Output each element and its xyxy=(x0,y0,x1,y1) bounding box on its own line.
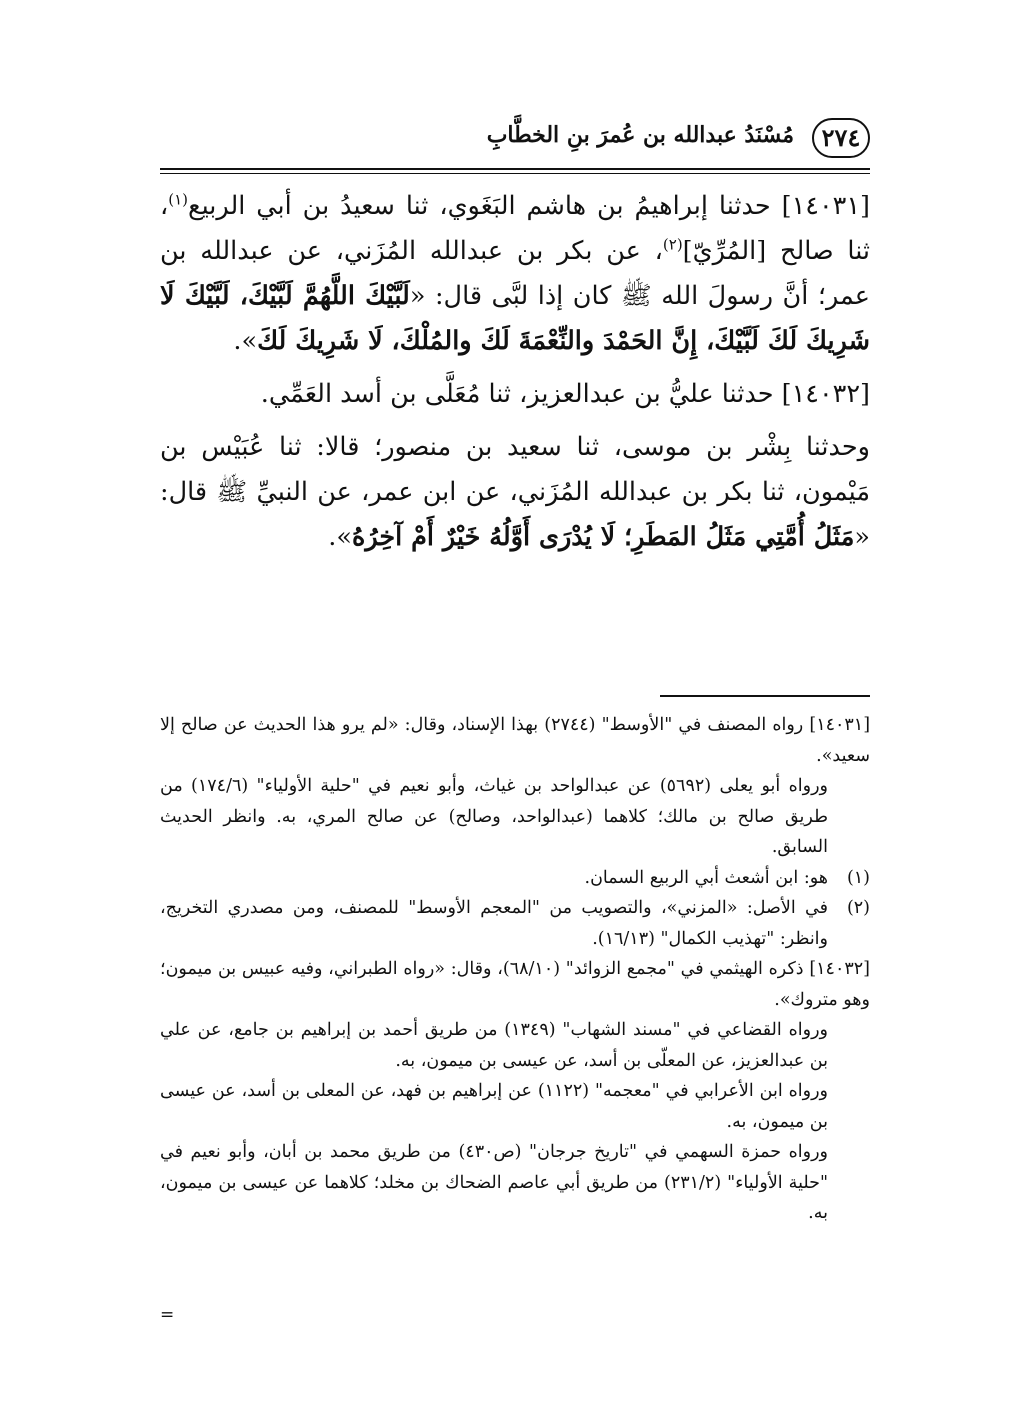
matn-end: ». xyxy=(233,326,258,356)
header-rule-thick xyxy=(160,168,870,170)
note-text: رواه المصنف في "الأوسط" (٢٧٤٤) بهذا الإسناد، وقال: «لم يرو هذا الحديث عن صالح إلا سعيد». xyxy=(160,715,870,766)
page-number-badge: ٢٧٤ xyxy=(812,118,870,158)
footnote-number: (٢) xyxy=(846,898,870,918)
matn-text: مَثَلُ أُمَّتِي مَثَلُ المَطَرِ؛ لَا يُدْرَى أَوَّلُهُ خَيْرٌ أَمْ آخِرُهُ xyxy=(351,522,855,552)
header-rule-thin xyxy=(160,173,870,174)
hadith-14032 xyxy=(160,372,870,417)
isnad-text: ، ثنا صالح [المُرِّيّ] xyxy=(160,191,870,266)
running-title: مُسْنَدُ عبدالله بن عُمرَ بنِ الخطَّابِ xyxy=(486,122,794,148)
main-text xyxy=(160,184,870,560)
takhrij-14032-more: ورواه القضاعي في "مسند الشهاب" (١٣٤٩) من طريق أحمد بن إبراهيم بن جامع، عن علي بن عبدالعزيز، عن المعلّى بن أسد، عن عيسى بن ميمون، به. xyxy=(160,1020,828,1071)
continuation-mark: = xyxy=(160,1305,175,1325)
hadith-14032-continued xyxy=(160,425,870,560)
page-header xyxy=(160,112,870,166)
hadith-14031 xyxy=(160,184,870,364)
footnote-separator xyxy=(660,695,870,697)
footnote-ref-1[interactable]: (١) xyxy=(168,190,189,209)
footnote-text: هو: ابن أشعث أبي الربيع السمان. xyxy=(584,867,828,888)
takhrij-14032-more: ورواه حمزة السهمي في "تاريخ جرجان" (ص٤٣٠) من طريق محمد بن أبان، وأبو نعيم في "حلية الأولياء" (٢٣١/٢) من طريق أبي عاصم الضحاك بن مخلد؛ كلاهما عن عيسى بن ميمون، به. xyxy=(160,1142,829,1223)
footnote-2 xyxy=(160,893,870,954)
note-number: [١٤٠٣٢] xyxy=(809,959,870,979)
footnote-1 xyxy=(160,863,870,894)
matn-text: لَبَّيْكَ اللَّهُمَّ لَبَّيْكَ، لَبَّيْكَ لَا شَرِيكَ لَكَ لَبَّيْكَ، إِنَّ الحَمْدَ والنِّعْمَةَ لَكَ والمُلْكَ، لَا شَرِيكَ لَكَ xyxy=(160,281,870,356)
footnote-ref-2[interactable]: (٢) xyxy=(662,235,683,254)
isnad-text: وحدثنا بِشْر بن موسى، ثنا سعيد بن منصور؛ قالا: ثنا عُبَيْس بن مَيْمون، ثنا بكر بن عبدالله المُزَني، عن ابن عمر، عن النبيِّ ﷺ قال: « xyxy=(160,432,870,552)
hadith-number: [١٤٠٣١] xyxy=(781,191,870,221)
note-text: ذكره الهيثمي في "مجمع الزوائد" (٦٨/١٠)، وقال: «رواه الطبراني، وفيه عبيس بن ميمون؛ وهو متروك». xyxy=(160,959,870,1010)
note-number: [١٤٠٣١] xyxy=(809,715,871,735)
footnote-number: (١) xyxy=(846,867,870,888)
isnad-text: حدثنا إبراهيمُ بن هاشم البَغَوي، ثنا سعيدُ بن أبي الربيع xyxy=(188,191,782,221)
matn-end: ». xyxy=(328,522,352,552)
takhrij-14031 xyxy=(160,710,870,771)
takhrij-14031-more: ورواه أبو يعلى (٥٦٩٢) عن عبدالواحد بن غياث، وأبو نعيم في "حلية الأولياء" (١٧٤/٦) من طريق صالح بن مالك؛ كلاهما (عبدالواحد، وصالح) عن صالح المري، به. وانظر الحديث السابق. xyxy=(160,776,828,857)
takhrij-14032 xyxy=(160,954,870,1015)
takhrij-14032-more: ورواه ابن الأعرابي في "معجمه" (١١٢٢) عن إبراهيم بن فهد، عن المعلى بن أسد، عن عيسى بن ميمون، به. xyxy=(160,1081,828,1132)
hadith-number: [١٤٠٣٢] xyxy=(781,379,870,409)
isnad-text: حدثنا عليُّ بن عبدالعزيز، ثنا مُعَلَّى بن أسد العَمِّي. xyxy=(260,379,782,409)
footnotes xyxy=(160,710,870,1229)
footnote-text: في الأصل: «المزني»، والتصويب من "المعجم الأوسط" للمصنف، ومن مصدري التخريج، وانظر: "تهذيب الكمال" (١٦/١٣). xyxy=(160,898,828,949)
isnad-text: ، عن بكر بن عبدالله المُزَني، عن عبدالله بن عمر؛ أنَّ رسولَ الله ﷺ كان إذا لبَّى قال: « xyxy=(160,236,870,311)
